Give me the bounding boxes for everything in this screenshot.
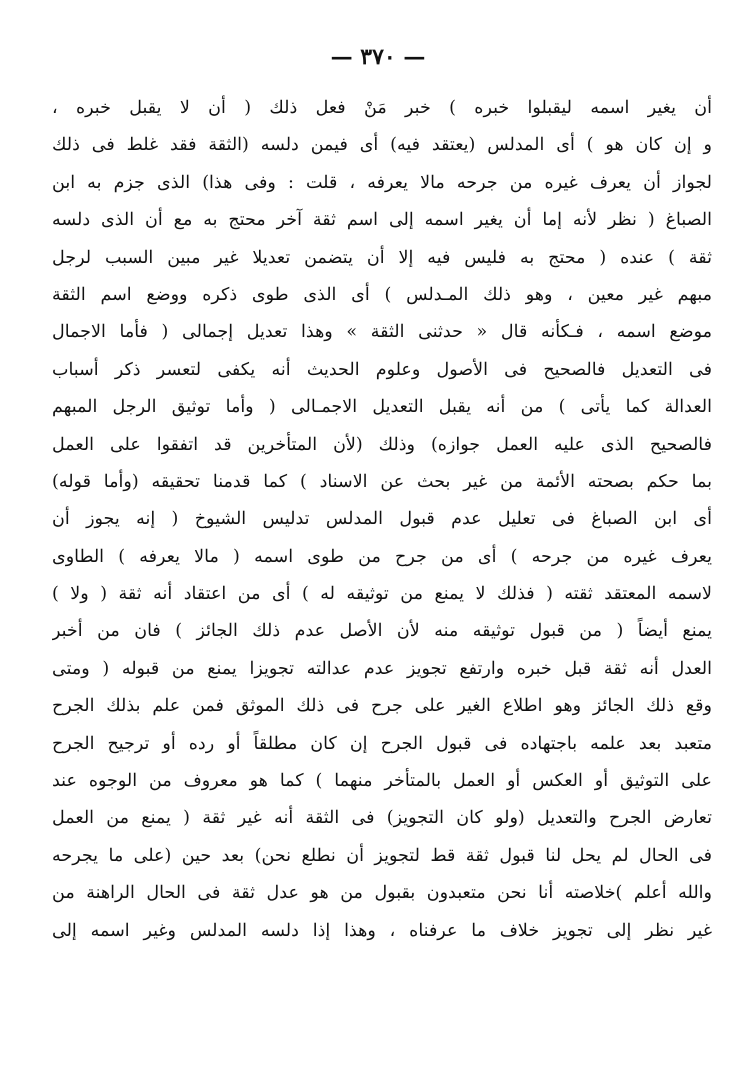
text-line: والله أعلم )خلاصته أنا نحن متعبدون بقبول من هو عدل ثقة فى الحال الراهنة من xyxy=(52,883,712,904)
text-line: تعارض الجرح والتعديل (ولو كان التجويز) فى الثقة أنه غير ثقة ( يمنع من العمل xyxy=(52,808,712,829)
text-line: فى الحال لم يحل لنا قبول ثقة قط لتجويز أن نطلع نحن) بعد حين (على ما يجرحه xyxy=(52,845,712,866)
body-text xyxy=(52,90,712,950)
text-line: موضع اسمه ، فـكأنه قال « حدثنى الثقة » وهذا تعديل إجمالى ( فأما الاجمال xyxy=(52,322,712,343)
text-line: على التوثيق أو العكس أو العمل بالمتأخر منهما ) كما هو معروف من الوجوه عند xyxy=(52,771,712,792)
text-line: فى التعديل فالصحيح فى الأصول وعلوم الحديث أنه يكفى لتعسر ذكر أسباب xyxy=(52,359,712,380)
text-line: يعرف غيره من جرحه ) أى من جرح من طوى اسمه ( مالا يعرفه ) الطاوى xyxy=(52,546,712,567)
text-line: أن يغير اسمه ليقبلوا خبره ) خبر مَنْ فعل ذلك ( أن لا يقبل خبره ، xyxy=(52,98,712,118)
text-line: العدالة كما يأتى ) من أنه يقبل التعديل الاجمـالى ( وأما توثيق الرجل المبهم xyxy=(52,397,712,418)
text-line: و إن كان هو ) أى المدلس (يعتقد فيه) أى فيمن دلسه (الثقة فقد غلط فى ذلك xyxy=(52,135,712,156)
page-number: — ٣٧٠ — xyxy=(330,44,426,70)
text-line: لاسمه المعتقد ثقته ( فذلك لا يمنع من توثيقه له ) أى من اعتقاد أنه ثقة ( ولا ) xyxy=(52,584,712,605)
text-line: متعبد بعد علمه باجتهاده فى قبول الجرح إن كان مطلقاً أو رده أو ترجيح الجرح xyxy=(52,733,712,754)
text-line: الصباغ ( نظر لأنه إما أن يغير اسمه إلى اسم ثقة آخر محتج به مع أن الذى دلسه xyxy=(52,210,712,231)
text-line: أى ابن الصباغ فى تعليل عدم قبول المدلس تدليس الشيوخ ( إنه يجوز أن xyxy=(52,509,712,530)
text-line: وقع ذلك الجائز وهو اطلاع الغير على جرح فى ذلك الموثق فمن علم بذلك الجرح xyxy=(52,696,712,717)
text-line: فالصحيح الذى عليه العمل جوازه) وذلك (لأن المتأخرين قد اتفقوا على العمل xyxy=(52,434,712,455)
text-line: العدل أنه ثقة قبل خبره وارتفع تجويز عدم عدالته تجويزا يمنع من قبوله ( ومتى xyxy=(52,658,712,679)
text-line: مبهم غير معين ، وهو ذلك المـدلس ) أى الذى طوى ذكره ووضع اسم الثقة xyxy=(52,284,712,305)
text-line: غير نظر إلى تجويز خلاف ما عرفناه ، وهذا إذا دلسه المدلس وغير اسمه إلى xyxy=(52,920,712,941)
text-line: لجواز أن يعرف غيره من جرحه مالا يعرفه ، قلت : وفى هذا) الذى جزم به ابن xyxy=(52,172,712,193)
text-line: ثقة ) عنده ( محتج به فليس فيه إلا أن يتضمن تعديلا غير مبين السبب لرجل xyxy=(52,247,712,268)
text-line: يمنع أيضاً ( من قبول توثيقه منه لأن الأصل عدم ذلك الجائز ) فان من أخبر xyxy=(52,621,712,642)
text-line: بما حكم بصحته الأئمة من غير بحث عن الاسناد ) كما قدمنا تحقيقه (وأما قوله) xyxy=(52,471,712,492)
